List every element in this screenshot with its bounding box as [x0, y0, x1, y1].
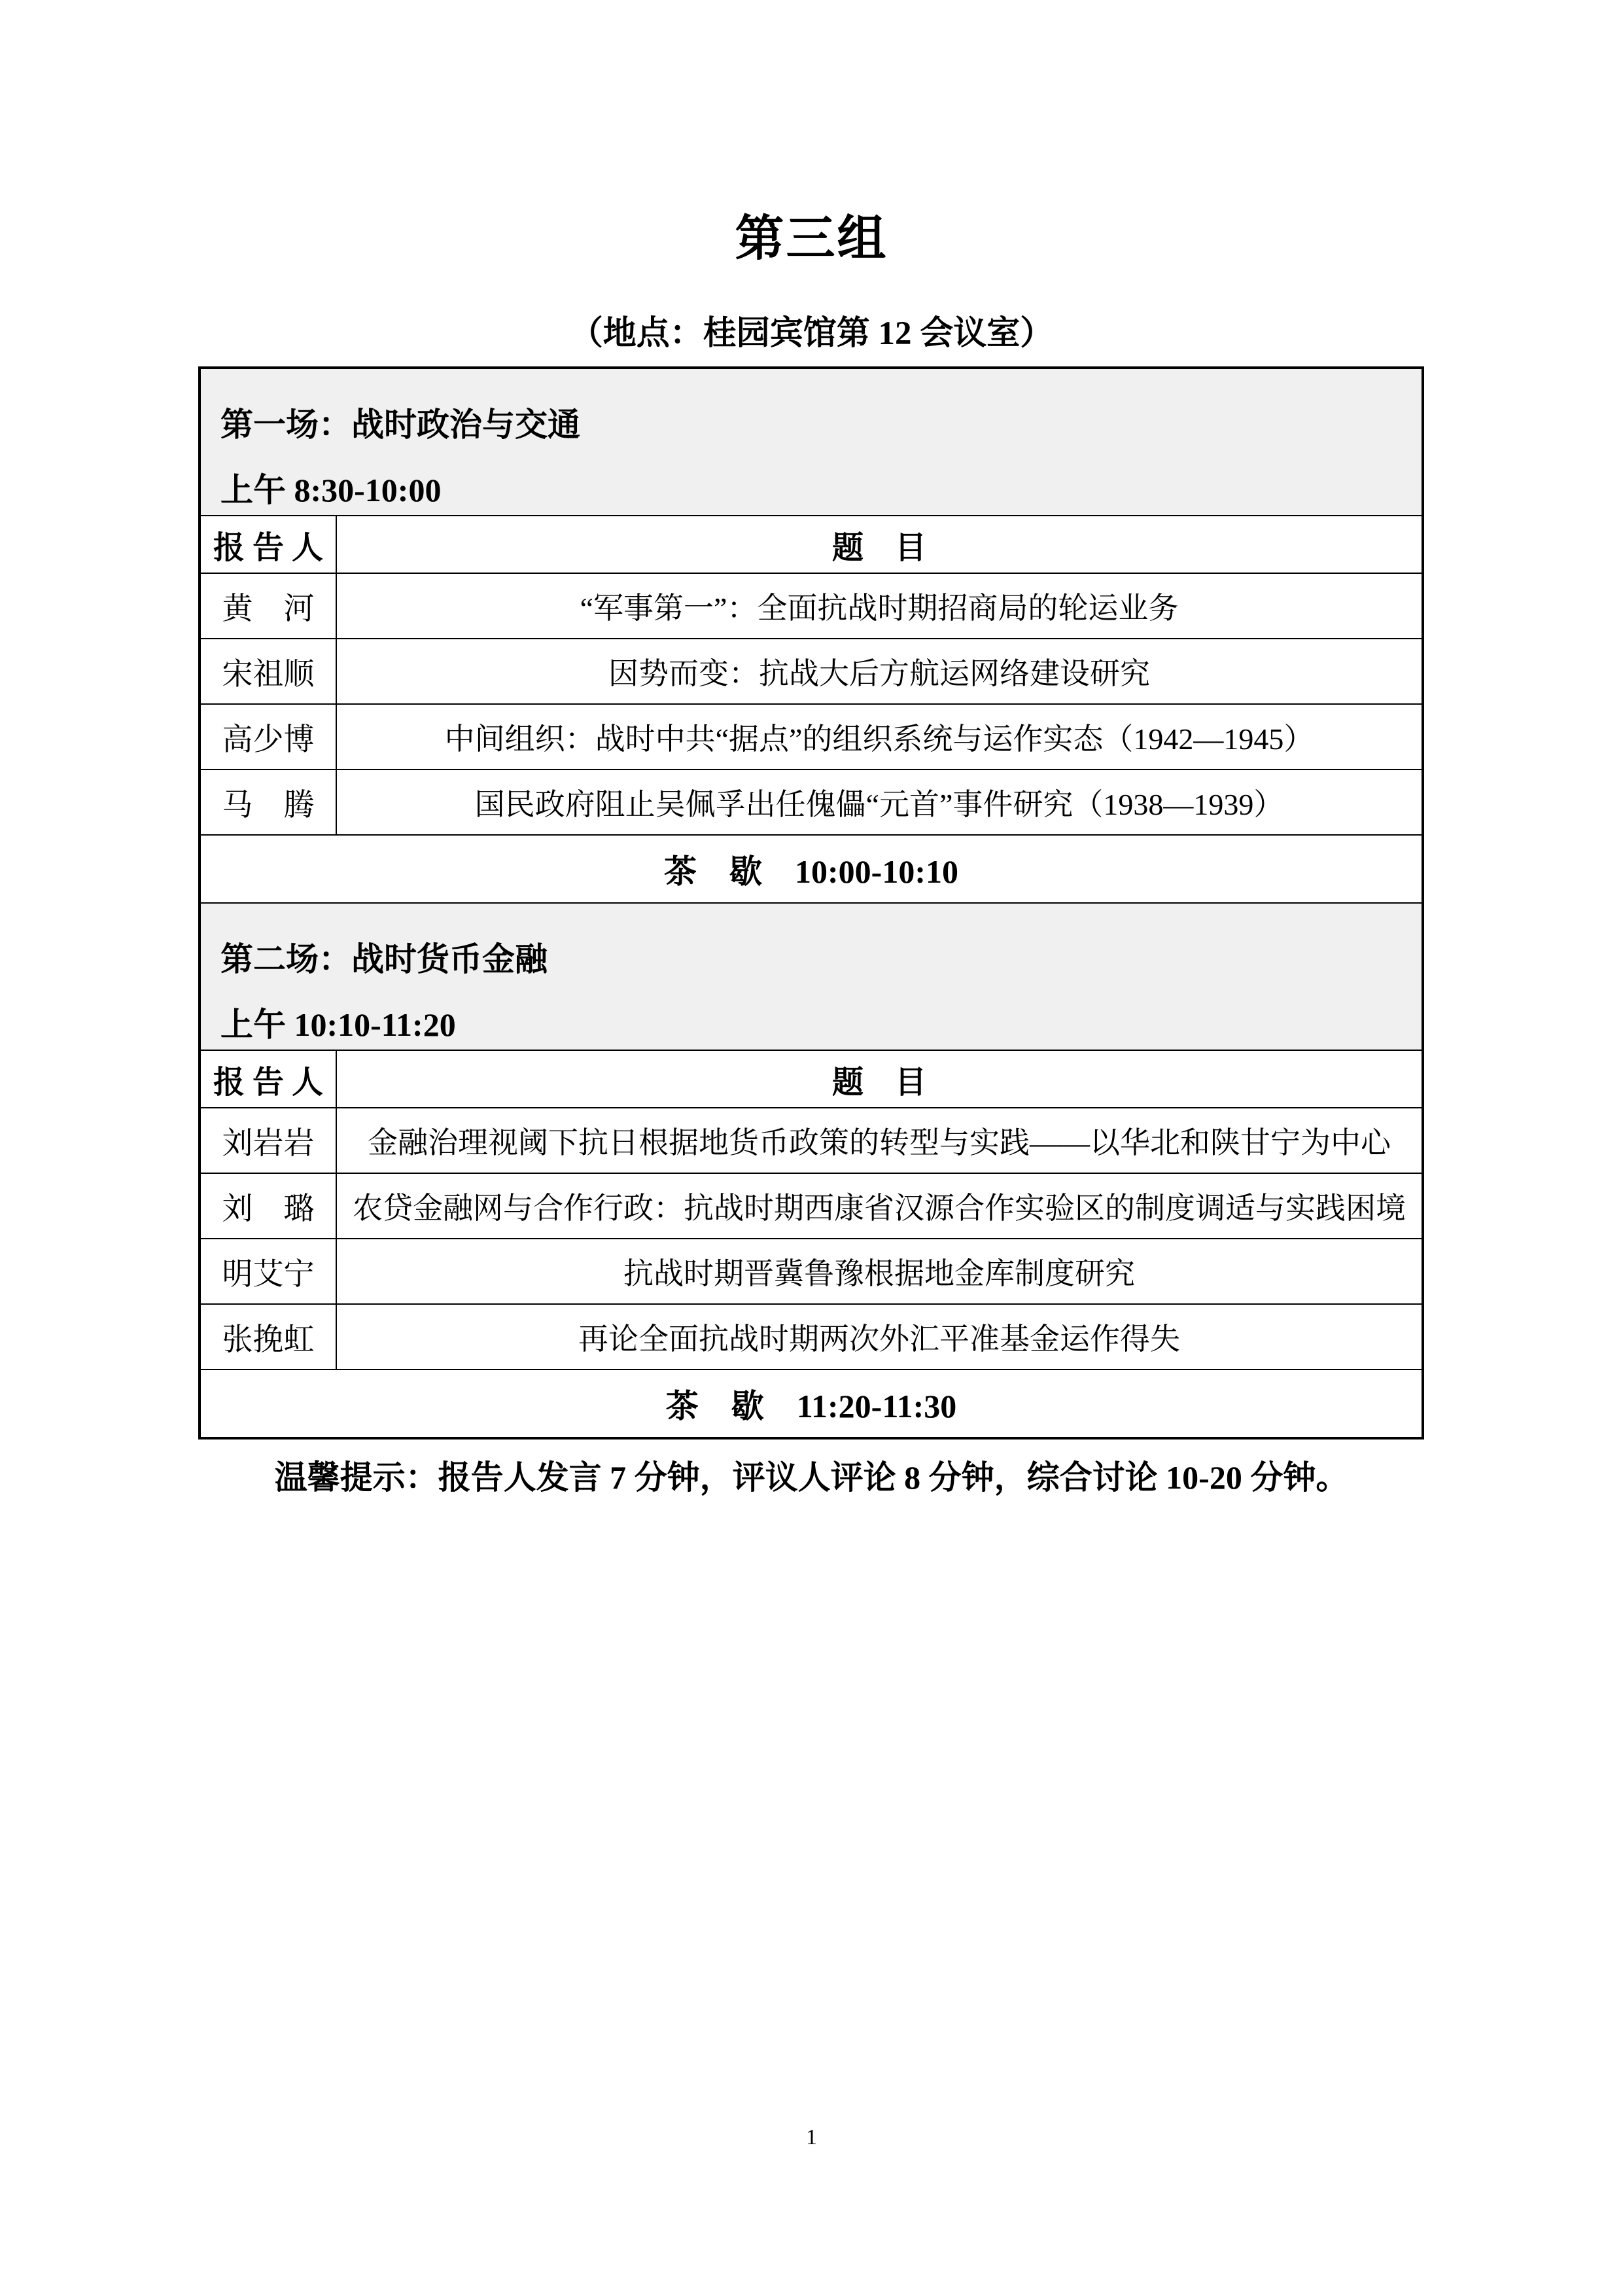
tea-break-1: 茶 歇 10:00-10:10: [200, 835, 1423, 903]
session-2-header-row: [200, 903, 1423, 1050]
session-2-header-cell: [200, 903, 1423, 1050]
column-header-title: 题 目: [336, 1050, 1423, 1108]
column-header-title: 题 目: [336, 516, 1423, 573]
presenter-name: 宋祖顺: [200, 639, 336, 704]
presenter-name: 刘 璐: [200, 1173, 336, 1239]
presenter-name: 马 腾: [200, 769, 336, 835]
session-1-header-row: [200, 368, 1423, 516]
column-header-presenter: 报 告 人: [200, 516, 336, 573]
paper-title: 因势而变：抗战大后方航运网络建设研究: [336, 639, 1423, 704]
session-2-column-header-row: [200, 1050, 1423, 1108]
session-1-name: 第一场：战时政治与交通: [220, 406, 580, 443]
page-title: 第三组: [735, 212, 888, 266]
session-1-column-header-row: [200, 516, 1423, 573]
tea-break-2: 茶 歇 11:20-11:30: [200, 1369, 1423, 1438]
tea-break-1-row: [200, 835, 1423, 903]
presenter-name: 张挽虹: [200, 1304, 336, 1369]
table-row: [200, 1173, 1423, 1239]
session-1-header-cell: [200, 368, 1423, 516]
paper-title: 国民政府阻止吴佩孚出任傀儡“元首”事件研究（1938—1939）: [336, 769, 1423, 835]
session-2-time: 上午 10:10-11:20: [220, 1006, 456, 1043]
presenter-name: 明艾宁: [200, 1239, 336, 1304]
presenter-name: 刘岩岩: [200, 1108, 336, 1173]
schedule-table: [198, 366, 1424, 1439]
page-number: 1: [806, 2125, 817, 2149]
page-subtitle: （地点：桂园宾馆第 12 会议室）: [569, 315, 1054, 352]
column-header-presenter: 报 告 人: [200, 1050, 336, 1108]
tea-break-2-row: [200, 1369, 1423, 1438]
paper-title: 金融治理视阈下抗日根据地货币政策的转型与实践——以华北和陕甘宁为中心: [336, 1108, 1423, 1173]
table-row: [200, 704, 1423, 769]
session-2-name: 第二场：战时货币金融: [220, 940, 548, 978]
paper-title: “军事第一”：全面抗战时期招商局的轮运业务: [336, 573, 1423, 639]
table-row: [200, 1239, 1423, 1304]
table-row: [200, 769, 1423, 835]
table-row: [200, 1108, 1423, 1173]
presenter-name: 高少博: [200, 704, 336, 769]
table-row: [200, 573, 1423, 639]
paper-title: 农贷金融网与合作行政：抗战时期西康省汉源合作实验区的制度调适与实践困境: [336, 1173, 1423, 1239]
table-row: [200, 639, 1423, 704]
session-1-time: 上午 8:30-10:00: [220, 471, 442, 508]
paper-title: 抗战时期晋冀鲁豫根据地金库制度研究: [336, 1239, 1423, 1304]
paper-title: 再论全面抗战时期两次外汇平准基金运作得失: [336, 1304, 1423, 1369]
presenter-name: 黄 河: [200, 573, 336, 639]
paper-title: 中间组织：战时中共“据点”的组织系统与运作实态（1942—1945）: [336, 704, 1423, 769]
reminder-note: 温馨提示：报告人发言 7 分钟，评议人评论 8 分钟，综合讨论 10-20 分钟。: [274, 1459, 1349, 1496]
table-row: [200, 1304, 1423, 1369]
